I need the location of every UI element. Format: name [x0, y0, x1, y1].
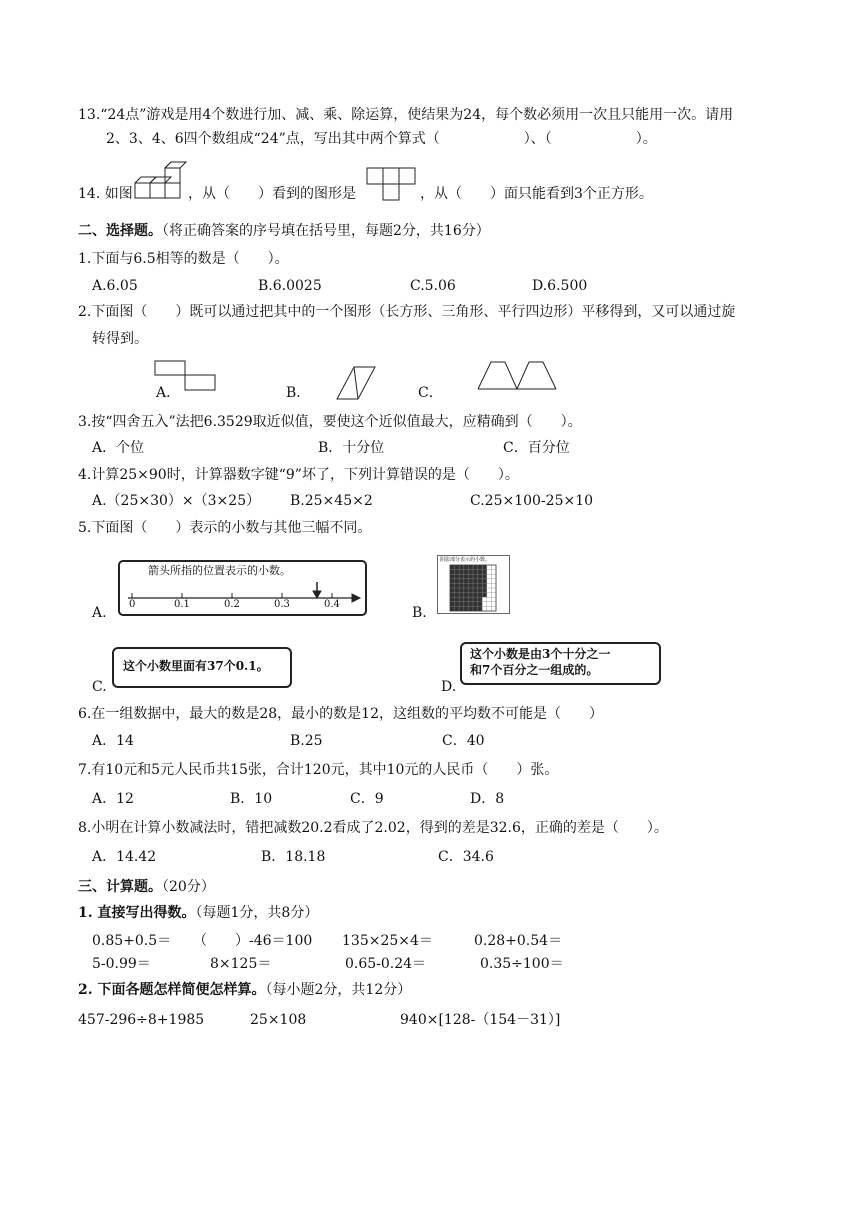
- choice-3-option-a: A．个位: [92, 440, 145, 456]
- choice-1-stem: 1.下面与6.5相等的数是（ ）。: [78, 251, 289, 267]
- number-line-card: [118, 560, 367, 616]
- choice-3-option-c: C．百分位: [503, 440, 570, 456]
- card-d-text-1: 这个小数是由3个十分之一: [470, 647, 611, 661]
- choice-4-option-b: B.25×45×2: [290, 493, 373, 509]
- grid-card-title: 阴影部分表示的小数。: [440, 557, 491, 563]
- tick-label-3: 0.3: [274, 599, 290, 610]
- q14-text-1: 14. 如图: [78, 186, 133, 202]
- card-d-text-2: 和7个百分之一组成的。: [470, 663, 599, 677]
- tick-label-2: 0.2: [224, 599, 240, 610]
- choice-2-stem-2: 转得到。: [92, 331, 148, 347]
- sub-1-note: （每题1分，共8分）: [195, 905, 319, 921]
- oral-calc-5: 5-0.99＝: [92, 956, 151, 972]
- choice-2-option-b: B．: [286, 385, 311, 401]
- choice-4-option-a: A.（25×30）×（3×25）: [92, 493, 261, 509]
- cube-stack-icon: [133, 166, 185, 200]
- oral-calc-1: 0.85+0.5＝: [92, 933, 172, 949]
- tick-label-0: 0: [129, 599, 136, 610]
- choice-5-option-a: A.: [92, 605, 107, 621]
- choice-2-option-a: A．: [156, 385, 181, 401]
- card-c-text: 这个小数里面有37个0.1。: [123, 659, 269, 673]
- q14-text-2: ，从（ ）看到的图形是: [188, 186, 356, 202]
- oral-calc-3: 135×25×4＝: [342, 933, 433, 949]
- q14-text-3: ，从（ ）面只能看到3个正方形。: [420, 186, 653, 202]
- choice-6-option-c: C．40: [442, 733, 485, 749]
- choice-3-stem: 3.按“四舍五入”法把6.3529取近似值，要使这个近似值最大，应精确到（ ）。: [78, 414, 582, 430]
- choice-7-option-d: D．8: [470, 791, 505, 807]
- choice-6-stem: 6.在一组数据中，最大的数是28，最小的数是12，这组数的平均数不可能是（ ）: [78, 706, 603, 722]
- section-3-note: （20分）: [162, 879, 215, 895]
- choice-8-stem: 8.小明在计算小数减法时，错把减数20.2看成了2.02，得到的差是32.6，正确的差是（ ）。: [78, 820, 668, 836]
- choice-4-stem: 4.计算25×90时，计算器数字键“9”坏了，下列计算错误的是（ ）。: [78, 467, 519, 483]
- tick-label-4: 0.4: [324, 599, 340, 610]
- choice-7-option-c: C．9: [350, 791, 384, 807]
- choice-1-option-b: B.6.0025: [258, 278, 322, 294]
- oral-calc-7: 0.65-0.24＝: [345, 956, 427, 972]
- shape-c-parallelograms-icon: [477, 361, 557, 391]
- section-3-title: 三、计算题。: [78, 879, 162, 895]
- number-line-title: 箭头所指的位置表示的小数。: [148, 564, 291, 577]
- choice-1-option-c: C.5.06: [410, 278, 456, 294]
- choice-1-option-d: D.6.500: [532, 278, 588, 294]
- sub-1-title: 1. 直接写出得数。: [78, 905, 196, 921]
- card-d: [460, 642, 661, 685]
- oral-calc-2: （ ）-46＝100: [193, 933, 313, 949]
- section-2-title: 二、选择题。: [78, 223, 162, 239]
- choice-6-option-a: A．14: [92, 733, 134, 749]
- grid-card: [437, 555, 510, 614]
- oral-calc-6: 8×125＝: [210, 956, 272, 972]
- section-2-note: （将正确答案的序号填在括号里，每题2分，共16分）: [162, 223, 490, 239]
- choice-3-option-b: B．十分位: [318, 440, 385, 456]
- section-2-heading: [78, 222, 490, 240]
- choice-1-option-a: A.6.05: [92, 278, 138, 294]
- oral-calc-4: 0.28+0.54＝: [474, 933, 563, 949]
- choice-6-option-b: B.25: [290, 733, 323, 749]
- choice-5-stem: 5.下面图（ ）表示的小数与其他三幅不同。: [78, 520, 372, 536]
- sub-2-heading: [78, 981, 411, 999]
- tick-label-1: 0.1: [174, 599, 190, 610]
- calc-item-1: 457-296÷8+1985: [78, 1012, 205, 1028]
- choice-5-option-b: B.: [412, 605, 427, 621]
- choice-4-option-c: C.25×100-25×10: [470, 493, 594, 509]
- choice-8-option-a: A．14.42: [92, 849, 157, 865]
- sub-2-note: （每小题2分，共12分）: [265, 982, 412, 998]
- sub-2-title: 2. 下面各题怎样简便怎样算。: [78, 982, 266, 998]
- section-3-heading: [78, 878, 215, 896]
- calc-item-2: 25×108: [250, 1012, 307, 1028]
- choice-8-option-b: B．18.18: [261, 849, 326, 865]
- choice-7-stem: 7.有10元和5元人民币共15张，合计120元，其中10元的人民币（ ）张。: [78, 762, 559, 778]
- sub-1-heading: [78, 904, 318, 922]
- choice-5-option-c: C.: [92, 679, 107, 695]
- card-c: [112, 647, 292, 688]
- view-shape-icon: [366, 167, 418, 202]
- choice-2-stem-1: 2.下面图（ ）既可以通过把其中的一个图形（长方形、三角形、平行四边形）平移得到，又可以通过旋: [78, 304, 736, 320]
- choice-8-option-c: C．34.6: [438, 849, 494, 865]
- choice-7-option-a: A．12: [92, 791, 134, 807]
- choice-7-option-b: B．10: [230, 791, 273, 807]
- oral-calc-8: 0.35÷100＝: [480, 956, 564, 972]
- q13-line1: 13.“24点”游戏是用4个数进行加、减、乘、除运算，使结果为24，每个数必须用一次且只能用一次。请用: [78, 107, 734, 123]
- choice-2-option-c: C．: [418, 385, 443, 401]
- choice-5-option-d: D.: [441, 679, 457, 695]
- calc-item-3: 940×[128-（154－31）]: [400, 1012, 561, 1028]
- shape-b-triangles-icon: [336, 366, 376, 400]
- q13-line2: 2、3、4、6四个数组成“24”点，写出其中两个算式（ ）、（ ）。: [106, 131, 657, 147]
- hundred-grid: [450, 565, 496, 611]
